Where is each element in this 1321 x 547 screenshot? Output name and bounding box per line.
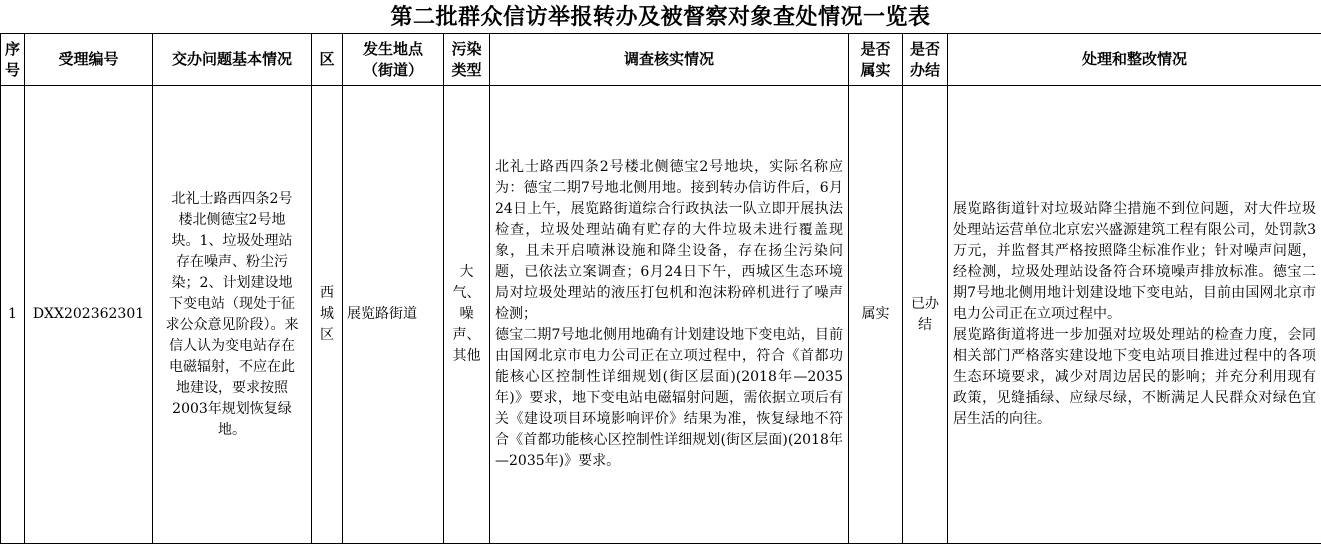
case-table <box>0 33 1321 544</box>
cell-handling: 展览路街道针对垃圾站降尘措施不到位问题，对大件垃圾处理站运营单位北京宏兴盛源建筑工程有限公司，处罚款3万元，并监督其严格按照降尘标准作业；针对噪声问题，经检测，垃圾处理站设备符合环境噪声排放标准。德宝二期7号地北侧用地计划建设地下变电站，目前由国网北京市电力公司正在立项过程中。 展览路街道将进一步加强对垃圾处理站的检查力度，会同相关部门严格落实建设地下变电站项目推进过程中的各项生态环境要求，减少对周边居民的影响；并充分利用现有政策，见缝插绿、应绿尽绿，不断满足人民群众对绿色宜居生活的向往。 <box>948 86 1321 544</box>
table-header-row <box>1 34 1321 86</box>
header-verified: 是否属实 <box>849 34 903 86</box>
cell-district: 西城区 <box>312 86 343 544</box>
cell-issue: 北礼士路西四条2号楼北侧德宝2号地块。1、垃圾处理站存在噪声、粉尘污染；2、计划建设地下变电站（现处于征求公众意见阶段）。来信人认为变电站存在电磁辐射，不应在此地建设，要求按照2003年规划恢复绿地。 <box>153 86 312 544</box>
cell-investigation: 北礼士路西四条2号楼北侧德宝2号地块，实际名称应为：德宝二期7号地北侧用地。接到转办信访件后，6月24日上午，展览路街道综合行政执法一队立即开展执法检查，垃圾处理站确有贮存的大件垃圾未进行覆盖现象，且未开启喷淋设施和降尘设备，存在扬尘污染问题，已依法立案调查；6月24日下午，西城区生态环境局对垃圾处理站的液压打包机和泡沫粉碎机进行了噪声检测； 德宝二期7号地北侧用地确有计划建设地下变电站，目前由国网北京市电力公司正在立项过程中，符合《首都功能核心区控制性详细规划(街区层面)(2018年—2035年)》要求，地下变电站电磁辐射问题，需依据立项后有关《建设项目环境影响评价》结果为准，恢复绿地不符合《首都功能核心区控制性详细规划(街区层面)(2018年—2035年)》要求。 <box>490 86 849 544</box>
document-title: 第二批群众信访举报转办及被督察对象查处情况一览表 <box>390 4 931 30</box>
header-investigation: 调查核实情况 <box>490 34 849 86</box>
header-issue: 交办问题基本情况 <box>153 34 312 86</box>
cell-location: 展览路街道 <box>343 86 444 544</box>
cell-verified: 属实 <box>849 86 903 544</box>
header-case-id: 受理编号 <box>25 34 153 86</box>
table-row <box>1 86 1321 544</box>
cell-pollution-type: 大气、噪声、其他 <box>444 86 490 544</box>
header-district: 区 <box>312 34 343 86</box>
header-seq: 序号 <box>1 34 25 86</box>
cell-case-id: DXX202362301 <box>25 86 153 544</box>
header-completed: 是否办结 <box>903 34 948 86</box>
header-pollution-type: 污染类型 <box>444 34 490 86</box>
header-location: 发生地点（街道） <box>343 34 444 86</box>
header-handling: 处理和整改情况 <box>948 34 1321 86</box>
cell-completed: 已办结 <box>903 86 948 544</box>
cell-seq: 1 <box>1 86 25 544</box>
